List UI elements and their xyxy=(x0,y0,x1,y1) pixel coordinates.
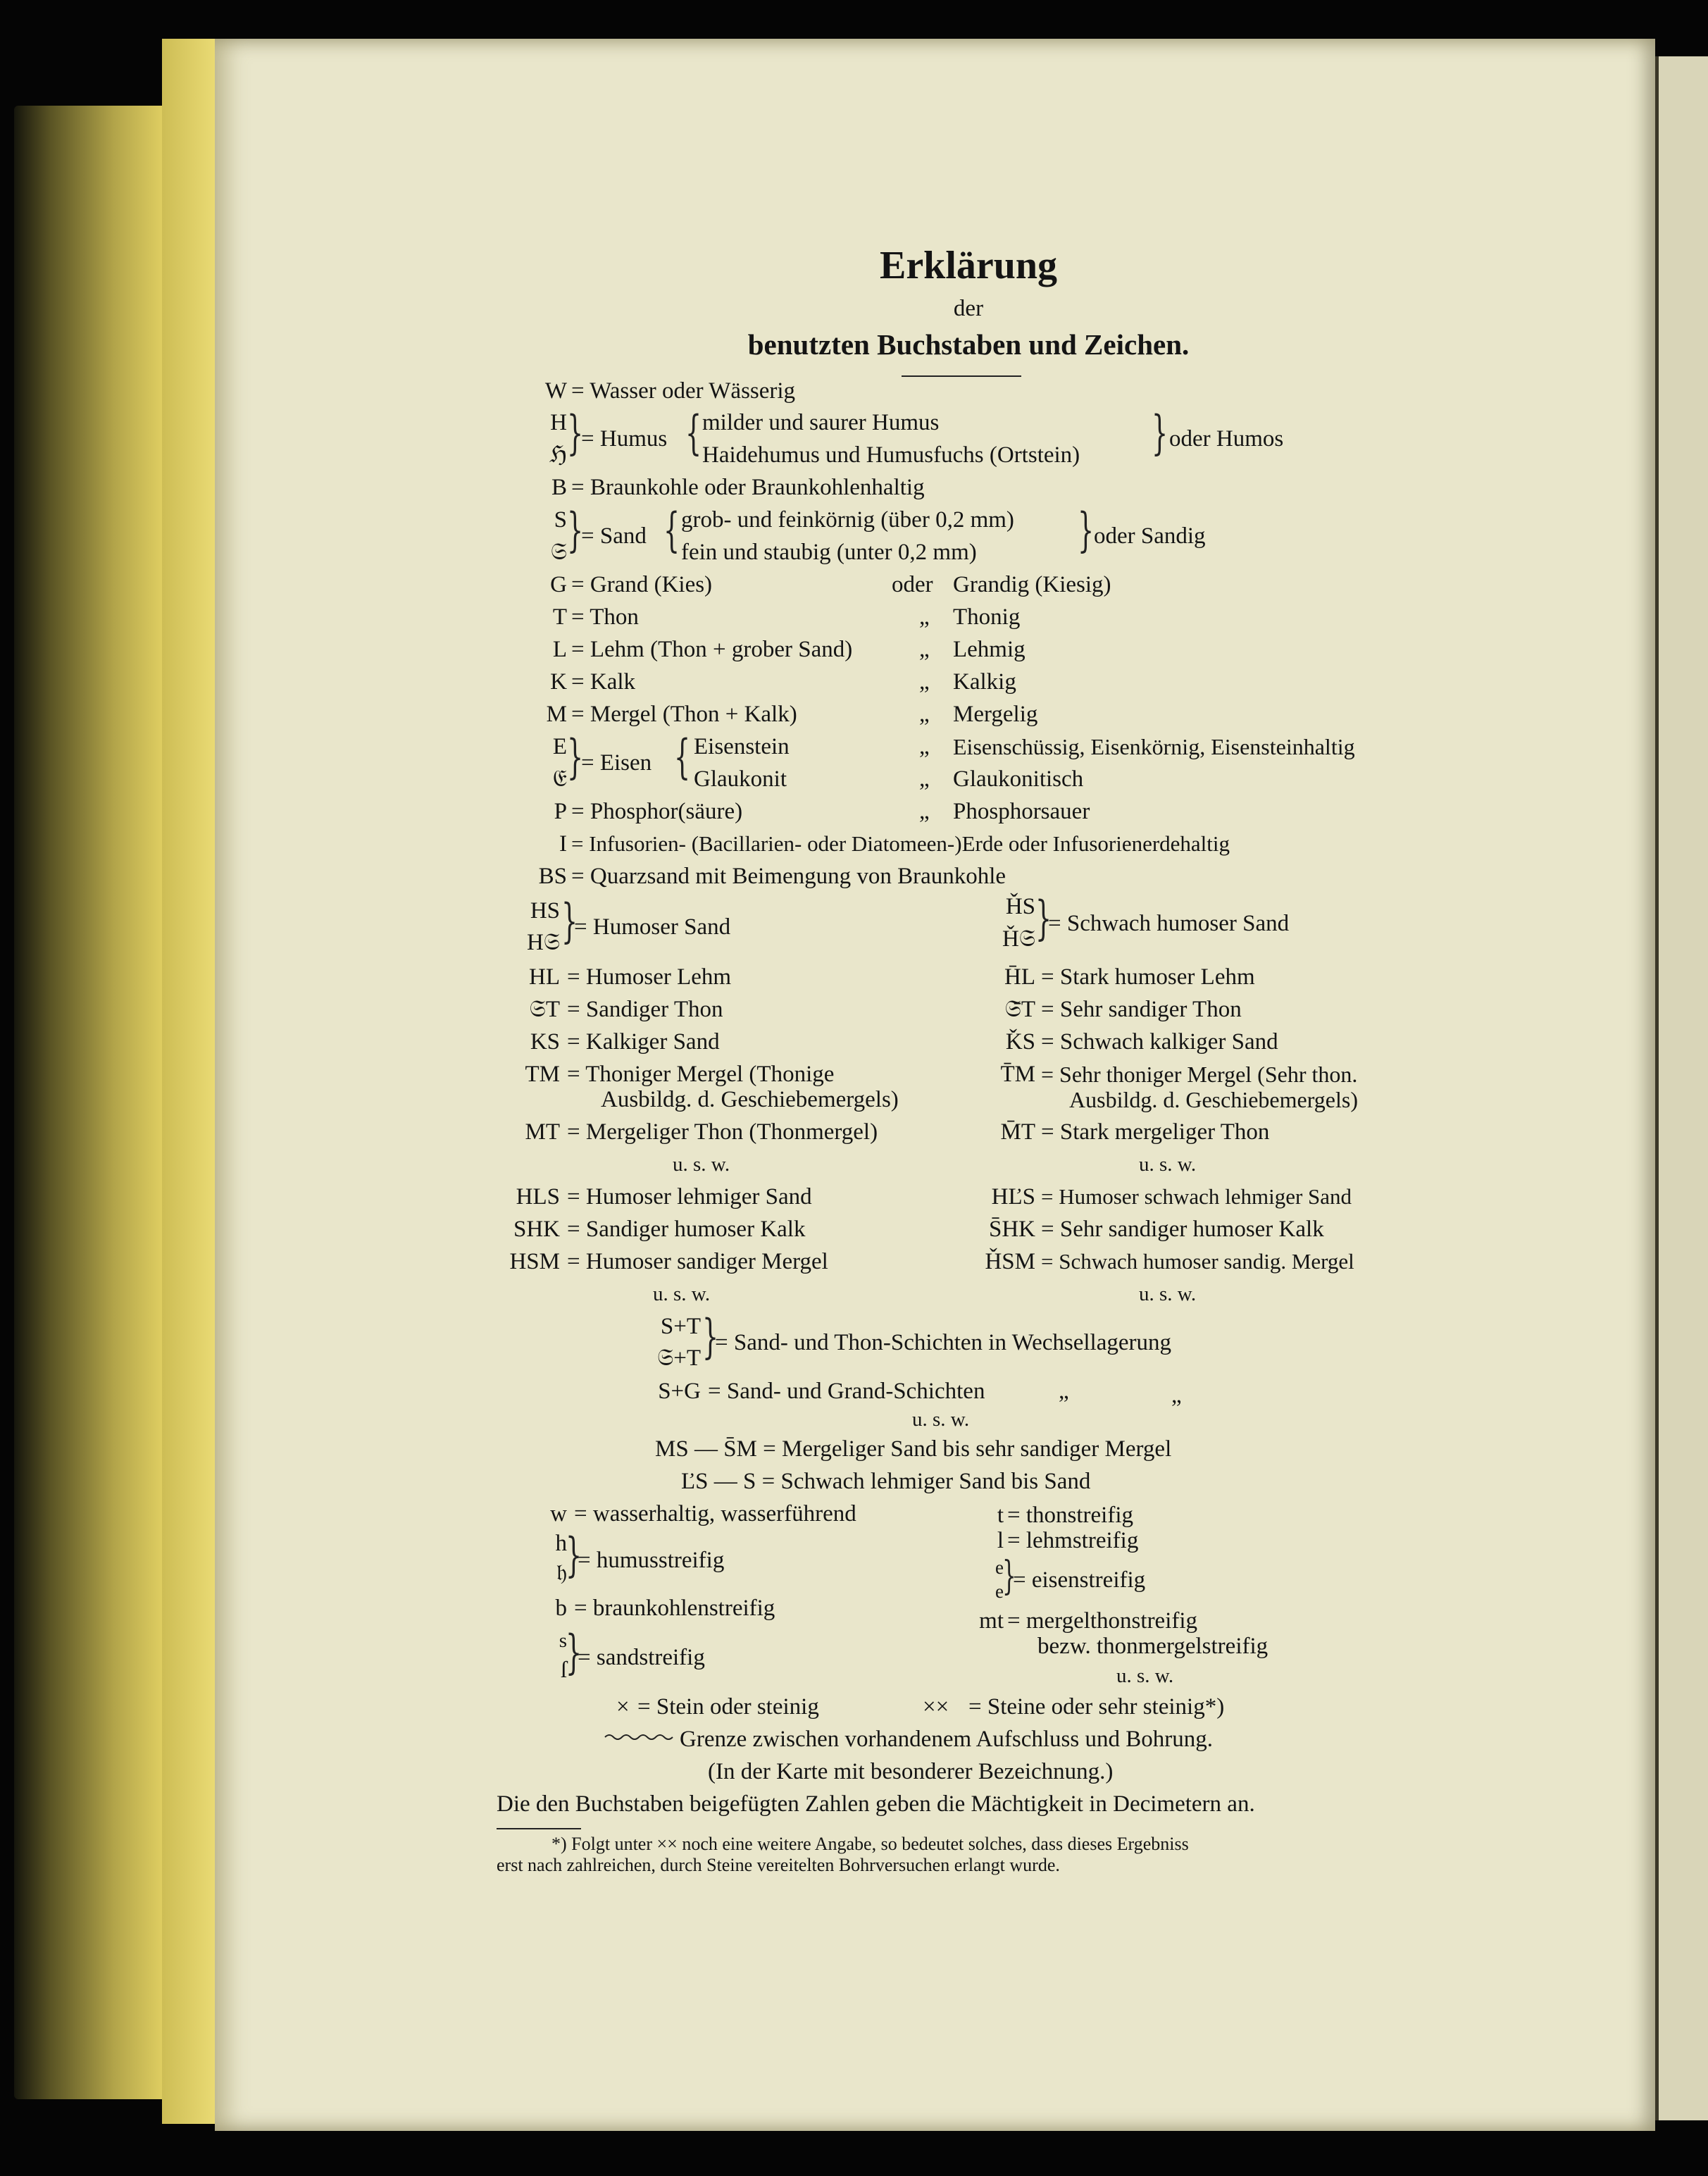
ditto-sg-2: „ xyxy=(1171,1383,1182,1408)
symbol-h-fraktur: ℌ xyxy=(549,442,567,468)
footnote-line-2: erst nach zahlreichen, durch Steine vereitelten Bohrversuchen erlangt wurde. xyxy=(497,1855,1060,1875)
subtitle: benutzten Buchstaben und Zeichen. xyxy=(747,328,1190,361)
symbol-e-lower: e xyxy=(995,1557,1004,1578)
def-hl: = Humoser Lehm xyxy=(567,964,732,990)
brace-e: } xyxy=(567,730,584,784)
eisen-option-2: Glaukonit xyxy=(694,766,787,792)
symbol-st: 𝔖T xyxy=(529,997,560,1022)
usw-left-1: u. s. w. xyxy=(673,1153,730,1176)
stones-symbol: ×× xyxy=(923,1694,949,1720)
brace-h-lower: } xyxy=(566,1528,582,1582)
symbol-i: I xyxy=(559,831,567,857)
boundary-note: (In der Karte mit besonderer Bezeichnung.) xyxy=(708,1759,1114,1784)
adj-l: Lehmig xyxy=(953,637,1026,662)
subtitle-small: der xyxy=(953,296,984,321)
symbol-l: L xyxy=(552,637,567,662)
symbol-h: H xyxy=(550,410,567,435)
brace-eisen-open: { xyxy=(674,730,691,784)
def-tm: = Thoniger Mergel (Thonige xyxy=(567,1062,835,1087)
def-e-lower: = eisenstreifig xyxy=(1013,1567,1146,1593)
adj-k: Kalkig xyxy=(953,669,1016,695)
symbol-r-hs: ȞS xyxy=(1005,894,1035,919)
page-title: Erklärung xyxy=(879,244,1058,287)
symbol-mt-lower: mt xyxy=(979,1608,1004,1634)
def-humus: = Humus xyxy=(581,426,668,452)
def-g: = Grand (Kies) xyxy=(571,572,713,597)
def-r-hl: = Stark humoser Lehm xyxy=(1041,964,1255,990)
adj-e1: Eisenschüssig, Eisenkörnig, Eisensteinhaltig xyxy=(953,734,1355,759)
symbol-w-lower: w xyxy=(550,1501,567,1527)
symbol-r-hsm: ȞSM xyxy=(985,1249,1035,1274)
brace-sand-close: } xyxy=(1078,503,1095,557)
symbol-t: T xyxy=(552,604,567,630)
ls-line: ĽS — S = Schwach lehmiger Sand bis Sand xyxy=(681,1469,1091,1494)
symbol-ks: KS xyxy=(530,1029,560,1055)
def-r-st: = Sehr sandiger Thon xyxy=(1041,997,1242,1022)
ditto-l: „ xyxy=(919,637,930,662)
def-b: = Braunkohle oder Braunkohlenhaltig xyxy=(571,475,925,500)
brace-r-hs: } xyxy=(1035,891,1052,945)
wavy-line-icon xyxy=(604,1732,674,1743)
adj-e2: Glaukonitisch xyxy=(953,766,1084,792)
def-h-lower: = humusstreifig xyxy=(578,1548,725,1573)
symbol-t-lower: t xyxy=(997,1503,1004,1528)
symbol-s-lower: s xyxy=(559,1629,567,1652)
symbol-r-st: 𝔖̄T xyxy=(1004,997,1035,1022)
ditto-e1: „ xyxy=(919,734,930,759)
def-r-shk: = Sehr sandiger humoser Kalk xyxy=(1041,1217,1324,1242)
symbol-l-lower: l xyxy=(997,1528,1004,1553)
symbol-p: P xyxy=(554,799,567,824)
footnote-line-1: *) Folgt unter ×× noch eine weitere Angabe, so bedeutet solches, dass dieses Ergebniss xyxy=(551,1834,1189,1854)
brace-sand-open: { xyxy=(663,503,680,557)
def-t: = Thon xyxy=(571,604,639,630)
def-tm-2: Ausbildg. d. Geschiebemergels) xyxy=(601,1087,899,1112)
def-mt: = Mergeliger Thon (Thonmergel) xyxy=(567,1119,878,1145)
symbol-b: B xyxy=(551,475,567,500)
usw-layers: u. s. w. xyxy=(912,1408,970,1431)
symbol-shk: SHK xyxy=(513,1217,560,1242)
brace-h: } xyxy=(567,406,584,460)
page xyxy=(215,39,1655,2131)
def-t-lower: = thonstreifig xyxy=(1007,1503,1134,1528)
stone-symbol: × xyxy=(616,1694,630,1720)
symbol-tm: TM xyxy=(525,1062,560,1087)
symbol-e-fraktur: 𝔈 xyxy=(552,766,567,792)
adj-m: Mergelig xyxy=(953,702,1038,727)
symbol-r-hls: HĽS xyxy=(991,1184,1035,1210)
title-rule xyxy=(902,375,1021,377)
stone-def: = Stein oder steinig xyxy=(637,1694,819,1720)
symbol-hls: HLS xyxy=(516,1184,560,1210)
symbol-r-hl: H̄L xyxy=(1004,964,1035,990)
stones-def: = Steine oder sehr steinig*) xyxy=(968,1694,1225,1720)
brace-humus-open: { xyxy=(685,406,702,460)
brace-e-lower: } xyxy=(1002,1553,1016,1599)
symbol-h-lower: h xyxy=(555,1531,567,1556)
eisen-option-1: Eisenstein xyxy=(694,734,790,759)
symbol-hs-fraktur: H𝔖 xyxy=(527,930,560,955)
ms-line: MS — S̄M = Mergeliger Sand bis sehr sandiger Mergel xyxy=(655,1436,1172,1462)
symbol-hl: HL xyxy=(529,964,560,990)
def-st: = Sandiger Thon xyxy=(567,997,723,1022)
def-l: = Lehm (Thon + grober Sand) xyxy=(571,637,853,662)
def-ks: = Kalkiger Sand xyxy=(567,1029,720,1055)
def-r-hs: = Schwach humoser Sand xyxy=(1048,911,1290,936)
symbol-mt: MT xyxy=(525,1119,560,1145)
footnote-rule xyxy=(497,1828,581,1829)
def-shk: = Sandiger humoser Kalk xyxy=(567,1217,806,1242)
symbol-k: K xyxy=(550,669,567,695)
adj-p: Phosphorsauer xyxy=(953,799,1090,824)
def-r-mt: = Stark mergeliger Thon xyxy=(1041,1119,1270,1145)
symbol-s-plus-t: S+T xyxy=(660,1314,701,1339)
adj-t: Thonig xyxy=(953,604,1021,630)
def-m: = Mergel (Thon + Kalk) xyxy=(571,702,797,727)
symbol-b-lower: b xyxy=(555,1596,567,1621)
sand-option-1: grob- und feinkörnig (über 0,2 mm) xyxy=(681,507,1014,533)
ditto-sg-1: „ xyxy=(1059,1379,1069,1404)
brace-humus-close: } xyxy=(1152,406,1168,460)
def-k: = Kalk xyxy=(571,669,636,695)
def-r-hsm: = Schwach humoser sandig. Mergel xyxy=(1041,1249,1354,1274)
symbol-s-plus-t-fraktur: 𝔖+T xyxy=(657,1345,701,1371)
symbol-r-mt: M̄T xyxy=(1000,1119,1035,1145)
def-w-lower: = wasserhaltig, wasserführend xyxy=(574,1501,856,1527)
def-hls: = Humoser lehmiger Sand xyxy=(567,1184,812,1210)
def-r-ks: = Schwach kalkiger Sand xyxy=(1041,1029,1278,1055)
def-r-tm-2: Ausbildg. d. Geschiebemergels) xyxy=(1069,1087,1358,1112)
ditto-k: „ xyxy=(919,669,930,695)
def-l-lower: = lehmstreifig xyxy=(1007,1528,1139,1553)
symbol-r-shk: S̄HK xyxy=(988,1217,1035,1242)
adj-g: Grandig (Kiesig) xyxy=(953,572,1111,597)
symbol-e-lower-2: e xyxy=(995,1581,1004,1602)
def-mt-lower-2: bezw. thonmergelstreifig xyxy=(1037,1634,1268,1659)
humus-option-1: milder und saurer Humus xyxy=(702,410,940,435)
usw-right-1: u. s. w. xyxy=(1139,1153,1197,1176)
symbol-hsm: HSM xyxy=(509,1249,560,1274)
def-st-layers: = Sand- und Thon-Schichten in Wechsellagerung xyxy=(715,1330,1172,1355)
ditto-p: „ xyxy=(919,799,930,824)
symbol-r-hs-fraktur: Ȟ𝔖 xyxy=(1002,926,1035,952)
def-bs: = Quarzsand mit Beimengung von Braunkohle xyxy=(571,864,1006,889)
def-sg-layers: = Sand- und Grand-Schichten xyxy=(708,1379,985,1404)
usw-streaks: u. s. w. xyxy=(1116,1665,1174,1687)
def-mt-lower: = mergelthonstreifig xyxy=(1007,1608,1198,1634)
def-p: = Phosphor(säure) xyxy=(571,799,743,824)
sand-option-2: fein und staubig (unter 0,2 mm) xyxy=(681,540,977,565)
symbol-r-ks: ǨS xyxy=(1005,1029,1035,1055)
facing-page xyxy=(1659,56,1708,2120)
usw-left-2: u. s. w. xyxy=(653,1283,711,1305)
symbol-m: M xyxy=(546,702,567,727)
boundary-text: Grenze zwischen vorhandenem Aufschluss und Bohrung. xyxy=(680,1727,1213,1752)
def-i: = Infusorien- (Bacillarien- oder Diatomeen-)Erde oder Infusorienerdehaltig xyxy=(571,831,1230,856)
ditto-m: „ xyxy=(919,702,930,727)
g-oder: oder xyxy=(892,572,933,597)
symbol-s-fraktur: 𝔖 xyxy=(550,540,567,565)
symbol-hs: HS xyxy=(530,898,560,924)
sand-tail: oder Sandig xyxy=(1094,523,1206,549)
def-r-hls: = Humoser schwach lehmiger Sand xyxy=(1041,1184,1352,1209)
brace-hs: } xyxy=(561,894,578,948)
humus-tail: oder Humos xyxy=(1169,426,1284,452)
def-hsm: = Humoser sandiger Mergel xyxy=(567,1249,828,1274)
numbers-note: Die den Buchstaben beigefügten Zahlen geben die Mächtigkeit in Decimetern an. xyxy=(497,1791,1255,1817)
symbol-s-plus-g: S+G xyxy=(658,1379,701,1404)
ditto-e2: „ xyxy=(919,766,930,792)
def-sand: = Sand xyxy=(581,523,647,549)
symbol-h-lower-fraktur: 𝔥 xyxy=(556,1560,567,1586)
brace-s-lower: } xyxy=(566,1625,582,1679)
ditto-t: „ xyxy=(919,604,930,630)
brace-s: } xyxy=(567,503,584,557)
symbol-w: W xyxy=(544,378,567,404)
def-r-tm: = Sehr thoniger Mergel (Sehr thon. xyxy=(1041,1062,1358,1087)
def-eisen: = Eisen xyxy=(581,750,652,776)
symbol-g: G xyxy=(550,572,567,597)
symbol-s: S xyxy=(554,507,567,533)
usw-right-2: u. s. w. xyxy=(1139,1283,1197,1305)
def-s-lower: = sandstreifig xyxy=(578,1645,705,1670)
def-w: = Wasser oder Wässerig xyxy=(571,378,796,404)
symbol-s-lower-long: ſ xyxy=(560,1658,567,1683)
def-hs: = Humoser Sand xyxy=(574,914,731,940)
symbol-bs: BS xyxy=(538,864,567,889)
brace-st: } xyxy=(702,1310,719,1364)
def-b-lower: = braunkohlenstreifig xyxy=(574,1596,775,1621)
humus-option-2: Haidehumus und Humusfuchs (Ortstein) xyxy=(702,442,1080,468)
symbol-r-tm: T̄M xyxy=(1000,1062,1035,1087)
symbol-e: E xyxy=(552,734,567,759)
